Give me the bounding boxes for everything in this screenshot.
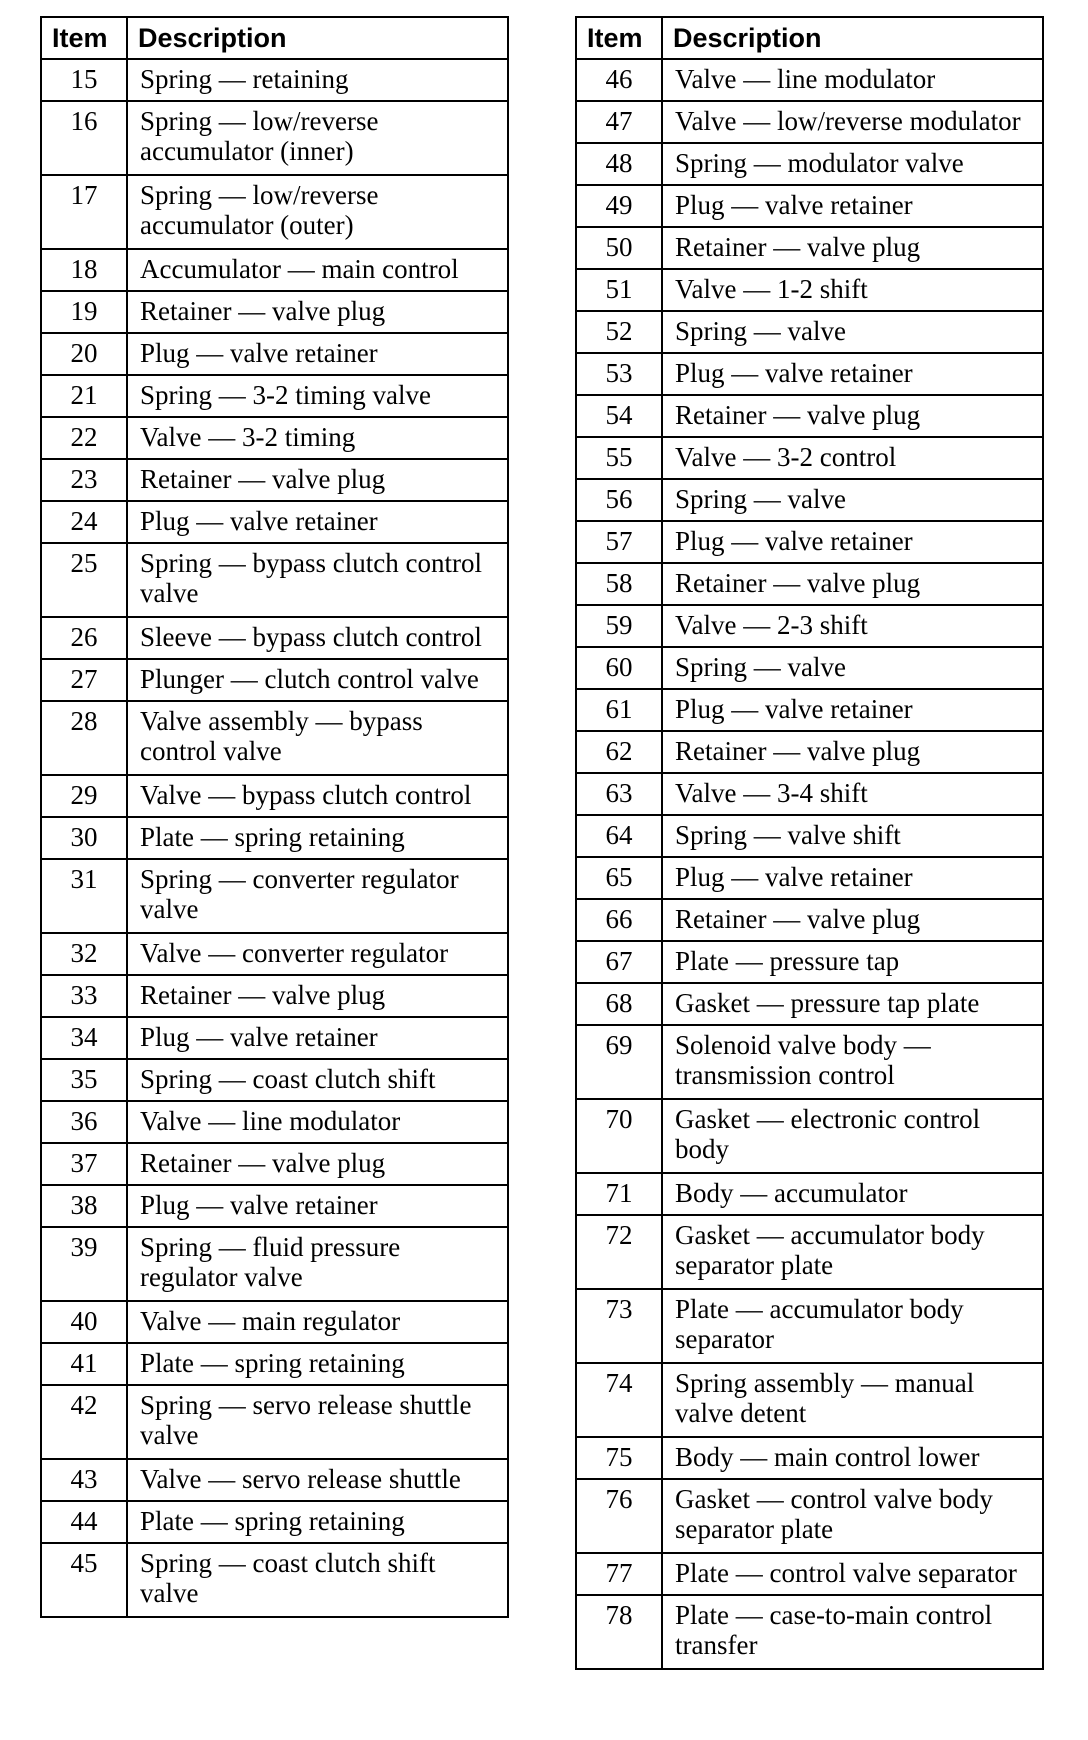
table-row — [41, 659, 508, 701]
description-cell: Plate — spring retaining — [127, 1501, 508, 1543]
table-row — [41, 501, 508, 543]
description-cell: Valve — 2-3 shift — [662, 605, 1043, 647]
description-cell: Valve — 1-2 shift — [662, 269, 1043, 311]
table-row — [576, 1553, 1043, 1595]
description-cell: Spring — low/reverse accumulator (outer) — [127, 175, 508, 249]
item-number-cell: 72 — [576, 1215, 662, 1289]
item-number-cell: 77 — [576, 1553, 662, 1595]
item-number-cell: 53 — [576, 353, 662, 395]
description-cell: Retainer — valve plug — [127, 1143, 508, 1185]
table-row — [41, 975, 508, 1017]
item-number-cell: 20 — [41, 333, 127, 375]
description-cell: Spring — 3-2 timing valve — [127, 375, 508, 417]
description-cell: Plate — control valve separator — [662, 1553, 1043, 1595]
item-number-cell: 27 — [41, 659, 127, 701]
item-number-cell: 25 — [41, 543, 127, 617]
description-cell: Valve — converter regulator — [127, 933, 508, 975]
item-number-cell: 65 — [576, 857, 662, 899]
table-row — [41, 1343, 508, 1385]
item-number-cell: 62 — [576, 731, 662, 773]
table-row — [576, 1479, 1043, 1553]
table-row — [41, 1543, 508, 1617]
description-cell: Retainer — valve plug — [662, 227, 1043, 269]
table-row — [576, 689, 1043, 731]
description-column-header: Description — [662, 17, 1043, 59]
item-number-cell: 29 — [41, 775, 127, 817]
description-cell: Spring assembly — manual valve detent — [662, 1363, 1043, 1437]
table-row — [576, 899, 1043, 941]
table-row — [41, 1459, 508, 1501]
item-number-cell: 47 — [576, 101, 662, 143]
table-row — [41, 543, 508, 617]
description-cell: Plate — case-to-main control transfer — [662, 1595, 1043, 1669]
description-cell: Retainer — valve plug — [662, 563, 1043, 605]
item-number-cell: 61 — [576, 689, 662, 731]
description-cell: Plug — valve retainer — [127, 333, 508, 375]
table-row — [41, 817, 508, 859]
table-row — [576, 563, 1043, 605]
item-number-cell: 49 — [576, 185, 662, 227]
item-number-cell: 59 — [576, 605, 662, 647]
description-cell: Valve — line modulator — [662, 59, 1043, 101]
item-number-cell: 66 — [576, 899, 662, 941]
parts-table-right — [575, 16, 1044, 1670]
item-number-cell: 37 — [41, 1143, 127, 1185]
table-row — [41, 417, 508, 459]
description-cell: Spring — servo release shuttle valve — [127, 1385, 508, 1459]
description-cell: Spring — valve — [662, 311, 1043, 353]
description-cell: Solenoid valve body — transmission control — [662, 1025, 1043, 1099]
description-cell: Valve — servo release shuttle — [127, 1459, 508, 1501]
description-cell: Spring — modulator valve — [662, 143, 1043, 185]
description-cell: Plate — pressure tap — [662, 941, 1043, 983]
item-number-cell: 70 — [576, 1099, 662, 1173]
table-row — [41, 859, 508, 933]
table-row — [41, 375, 508, 417]
item-number-cell: 69 — [576, 1025, 662, 1099]
table-row — [41, 1017, 508, 1059]
description-cell: Valve — 3-4 shift — [662, 773, 1043, 815]
description-cell: Plug — valve retainer — [127, 1185, 508, 1227]
item-number-cell: 58 — [576, 563, 662, 605]
table-row — [576, 983, 1043, 1025]
description-cell: Spring — fluid pressure regulator valve — [127, 1227, 508, 1301]
table-row — [576, 731, 1043, 773]
description-cell: Spring — low/reverse accumulator (inner) — [127, 101, 508, 175]
item-number-cell: 28 — [41, 701, 127, 775]
item-number-cell: 18 — [41, 249, 127, 291]
item-number-cell: 52 — [576, 311, 662, 353]
table-row — [576, 1173, 1043, 1215]
item-number-cell: 48 — [576, 143, 662, 185]
description-cell: Sleeve — bypass clutch control — [127, 617, 508, 659]
table-row — [41, 1385, 508, 1459]
item-number-cell: 56 — [576, 479, 662, 521]
table-row — [576, 395, 1043, 437]
item-number-cell: 15 — [41, 59, 127, 101]
item-column-header: Item — [41, 17, 127, 59]
item-number-cell: 23 — [41, 459, 127, 501]
description-cell: Plate — spring retaining — [127, 1343, 508, 1385]
table-row — [576, 437, 1043, 479]
description-cell: Body — accumulator — [662, 1173, 1043, 1215]
table-row — [41, 175, 508, 249]
description-cell: Valve — 3-2 control — [662, 437, 1043, 479]
description-cell: Spring — valve — [662, 647, 1043, 689]
table-row — [576, 1025, 1043, 1099]
table-row — [576, 1215, 1043, 1289]
description-cell: Spring — bypass clutch control valve — [127, 543, 508, 617]
description-cell: Body — main control lower — [662, 1437, 1043, 1479]
item-number-cell: 19 — [41, 291, 127, 333]
item-number-cell: 67 — [576, 941, 662, 983]
description-cell: Plate — spring retaining — [127, 817, 508, 859]
item-number-cell: 31 — [41, 859, 127, 933]
item-number-cell: 78 — [576, 1595, 662, 1669]
description-cell: Plug — valve retainer — [662, 857, 1043, 899]
description-cell: Plug — valve retainer — [662, 689, 1043, 731]
table-row — [576, 1437, 1043, 1479]
item-column-header: Item — [576, 17, 662, 59]
item-number-cell: 64 — [576, 815, 662, 857]
item-number-cell: 44 — [41, 1501, 127, 1543]
table-row — [576, 269, 1043, 311]
header-row — [576, 17, 1043, 59]
table-row — [41, 933, 508, 975]
description-cell: Gasket — pressure tap plate — [662, 983, 1043, 1025]
description-cell: Plug — valve retainer — [127, 501, 508, 543]
description-cell: Valve — bypass clutch control — [127, 775, 508, 817]
item-number-cell: 50 — [576, 227, 662, 269]
table-row — [576, 1289, 1043, 1363]
description-cell: Valve — low/reverse modulator — [662, 101, 1043, 143]
item-number-cell: 26 — [41, 617, 127, 659]
item-number-cell: 24 — [41, 501, 127, 543]
item-number-cell: 21 — [41, 375, 127, 417]
description-cell: Accumulator — main control — [127, 249, 508, 291]
table-row — [41, 1101, 508, 1143]
item-number-cell: 68 — [576, 983, 662, 1025]
table-row — [576, 353, 1043, 395]
parts-table-left — [40, 16, 509, 1618]
item-number-cell: 30 — [41, 817, 127, 859]
description-cell: Retainer — valve plug — [127, 459, 508, 501]
description-cell: Plug — valve retainer — [127, 1017, 508, 1059]
item-number-cell: 39 — [41, 1227, 127, 1301]
description-cell: Plate — accumulator body separator — [662, 1289, 1043, 1363]
description-cell: Spring — retaining — [127, 59, 508, 101]
table-row — [576, 101, 1043, 143]
item-number-cell: 63 — [576, 773, 662, 815]
item-number-cell: 75 — [576, 1437, 662, 1479]
description-cell: Spring — converter regulator valve — [127, 859, 508, 933]
item-number-cell: 36 — [41, 1101, 127, 1143]
table-row — [576, 647, 1043, 689]
description-cell: Spring — valve shift — [662, 815, 1043, 857]
description-cell: Retainer — valve plug — [127, 291, 508, 333]
table-row — [576, 857, 1043, 899]
item-number-cell: 74 — [576, 1363, 662, 1437]
description-cell: Valve assembly — bypass control valve — [127, 701, 508, 775]
table-row — [576, 143, 1043, 185]
table-row — [576, 479, 1043, 521]
item-number-cell: 71 — [576, 1173, 662, 1215]
description-cell: Plug — valve retainer — [662, 353, 1043, 395]
item-number-cell: 34 — [41, 1017, 127, 1059]
table-row — [576, 1099, 1043, 1173]
item-number-cell: 32 — [41, 933, 127, 975]
description-column-header: Description — [127, 17, 508, 59]
description-cell: Retainer — valve plug — [662, 731, 1043, 773]
item-number-cell: 35 — [41, 1059, 127, 1101]
item-number-cell: 73 — [576, 1289, 662, 1363]
description-cell: Spring — coast clutch shift valve — [127, 1543, 508, 1617]
table-row — [41, 249, 508, 291]
table-row — [576, 605, 1043, 647]
table-body — [41, 59, 508, 1617]
description-cell: Spring — coast clutch shift — [127, 1059, 508, 1101]
item-number-cell: 41 — [41, 1343, 127, 1385]
table-row — [576, 227, 1043, 269]
table-row — [41, 459, 508, 501]
table-row — [41, 291, 508, 333]
description-cell: Gasket — electronic control body — [662, 1099, 1043, 1173]
description-cell: Spring — valve — [662, 479, 1043, 521]
description-cell: Valve — 3-2 timing — [127, 417, 508, 459]
description-cell: Retainer — valve plug — [662, 395, 1043, 437]
item-number-cell: 60 — [576, 647, 662, 689]
item-number-cell: 51 — [576, 269, 662, 311]
table-row — [576, 185, 1043, 227]
table-row — [41, 1059, 508, 1101]
table-row — [41, 1185, 508, 1227]
description-cell: Retainer — valve plug — [662, 899, 1043, 941]
table-row — [41, 1501, 508, 1543]
table-body — [576, 59, 1043, 1669]
description-cell: Valve — line modulator — [127, 1101, 508, 1143]
description-cell: Gasket — accumulator body separator plate — [662, 1215, 1043, 1289]
header-row — [41, 17, 508, 59]
table-row — [41, 1143, 508, 1185]
table-row — [41, 701, 508, 775]
table-row — [576, 59, 1043, 101]
item-number-cell: 43 — [41, 1459, 127, 1501]
item-number-cell: 76 — [576, 1479, 662, 1553]
table-row — [576, 815, 1043, 857]
table-row — [41, 617, 508, 659]
table-row — [41, 1301, 508, 1343]
description-cell: Plug — valve retainer — [662, 521, 1043, 563]
item-number-cell: 40 — [41, 1301, 127, 1343]
description-cell: Valve — main regulator — [127, 1301, 508, 1343]
description-cell: Retainer — valve plug — [127, 975, 508, 1017]
item-number-cell: 45 — [41, 1543, 127, 1617]
table-row — [576, 1363, 1043, 1437]
item-number-cell: 38 — [41, 1185, 127, 1227]
item-number-cell: 17 — [41, 175, 127, 249]
description-cell: Gasket — control valve body separator plate — [662, 1479, 1043, 1553]
table-row — [41, 333, 508, 375]
description-cell: Plunger — clutch control valve — [127, 659, 508, 701]
item-number-cell: 22 — [41, 417, 127, 459]
table-row — [41, 59, 508, 101]
table-row — [41, 101, 508, 175]
table-row — [576, 521, 1043, 563]
table-row — [41, 775, 508, 817]
item-number-cell: 57 — [576, 521, 662, 563]
item-number-cell: 55 — [576, 437, 662, 479]
item-number-cell: 46 — [576, 59, 662, 101]
item-number-cell: 16 — [41, 101, 127, 175]
table-row — [576, 773, 1043, 815]
table-row — [576, 311, 1043, 353]
table-row — [576, 941, 1043, 983]
item-number-cell: 42 — [41, 1385, 127, 1459]
table-row — [41, 1227, 508, 1301]
item-number-cell: 33 — [41, 975, 127, 1017]
item-number-cell: 54 — [576, 395, 662, 437]
description-cell: Plug — valve retainer — [662, 185, 1043, 227]
table-row — [576, 1595, 1043, 1669]
